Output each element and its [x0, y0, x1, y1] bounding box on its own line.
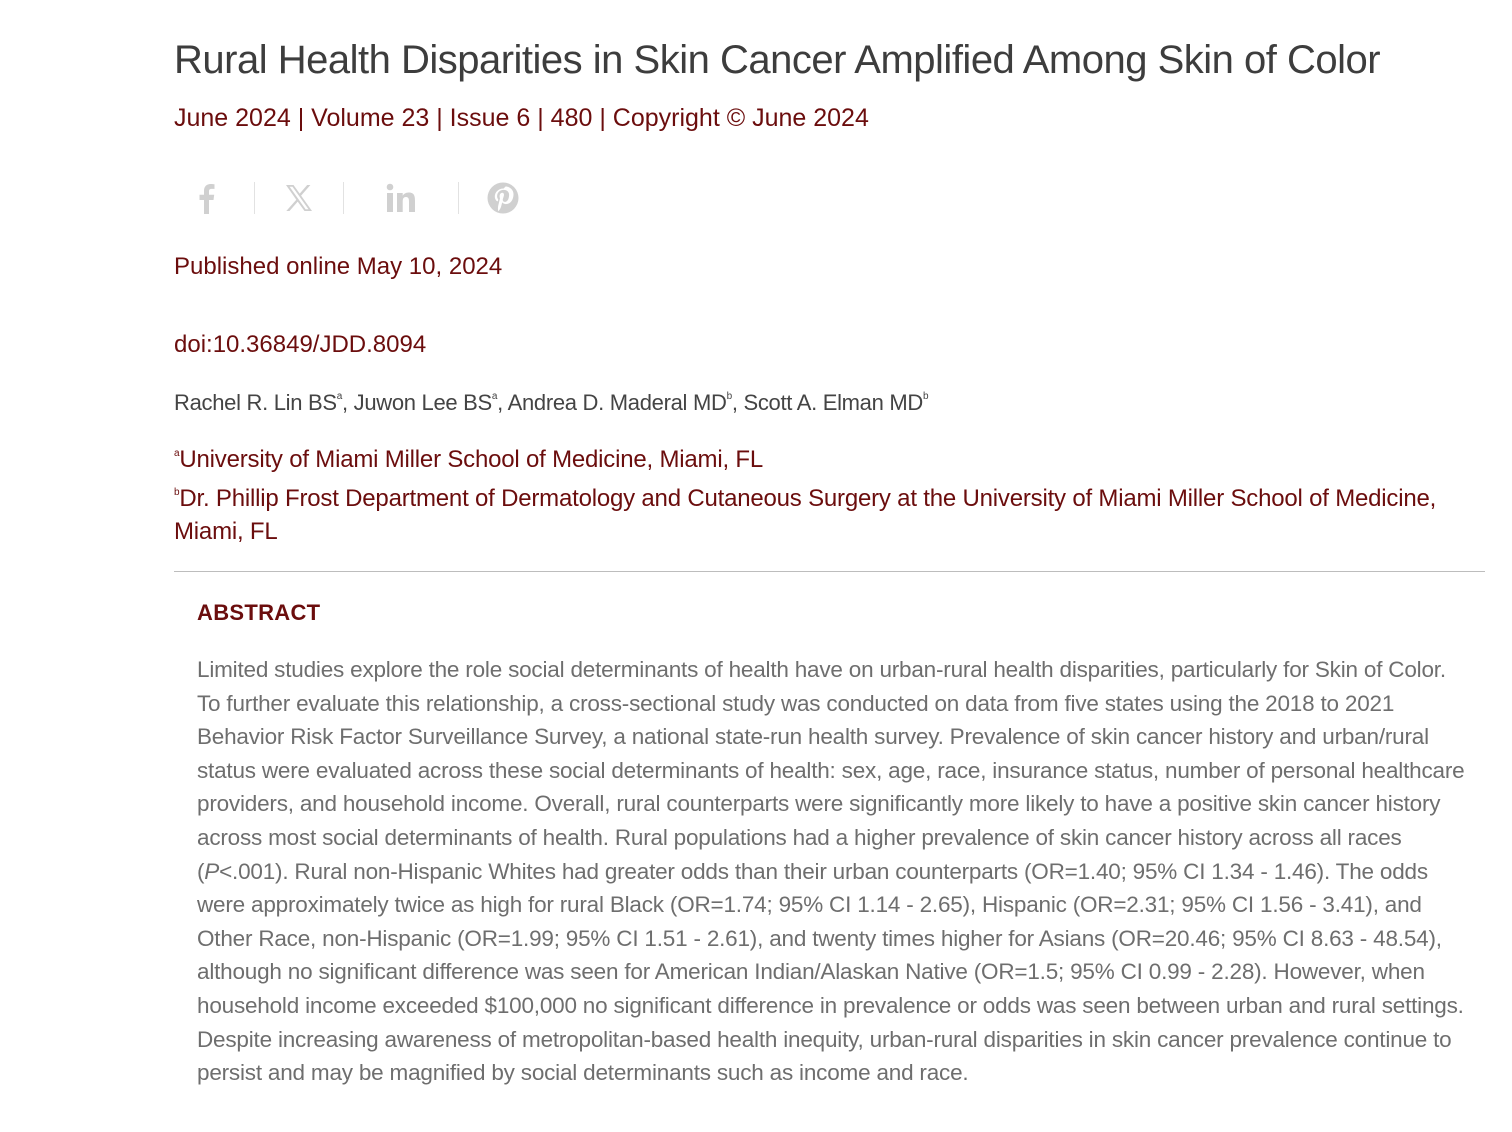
affiliation-mark: a: [174, 448, 180, 459]
pinterest-share-button[interactable]: [459, 181, 547, 215]
abstract-text-part: Limited studies explore the role social determinants of health have on urban-rural health disparities, particularly for Skin of Color. To further evaluate this relationship, a cross-sectional study was conducted on data from five states using the 2018 to 2021 Behavior Risk Factor Surveillance Survey, a national state-run health survey. Prevalence of skin cancer history and urban/rural status were evaluated across these social determinants of health: sex, age, race, insurance status, number of personal healthcare providers, and household income. Overall, rural counterparts were significantly more likely to have a positive skin cancer history across most social determinants of health. Rural populations had a higher prevalence of skin cancer history across all races (: [197, 657, 1465, 884]
author-list: [174, 390, 928, 416]
author-affiliation-mark: b: [726, 391, 732, 402]
author-affiliation-mark: a: [336, 391, 342, 402]
author-name: Juwon Lee BS: [353, 390, 492, 415]
author-separator: ,: [497, 390, 508, 415]
author-affiliation-mark: a: [491, 391, 498, 402]
author-affiliation-mark: b: [922, 391, 929, 402]
issue-info: June 2024 | Volume 23 | Issue 6 | 480 | Copyright © June 2024: [174, 104, 869, 132]
facebook-icon: [196, 182, 216, 214]
x-twitter-icon: [284, 183, 314, 213]
affiliation-b: [174, 482, 1464, 548]
linkedin-share-button[interactable]: [344, 181, 458, 215]
facebook-share-button[interactable]: [174, 181, 238, 215]
share-bar: [174, 176, 547, 220]
affiliation-text: University of Miami Miller School of Medicine, Miami, FL: [179, 446, 763, 473]
author-separator: ,: [731, 390, 744, 415]
article-title: Rural Health Disparities in Skin Cancer Amplified Among Skin of Color: [174, 38, 1381, 82]
abstract-text-part: <.001). Rural non-Hispanic Whites had greater odds than their urban counterparts (OR=1.40; 95% CI 1.34 - 1.46). The odds were approximately twice as high for rural Black (OR=1.74; 95% CI 1.14 - 2.65), Hispanic (OR=2.31; 95% CI 1.56 - 3.41), and Other Race, non-Hispanic (OR=1.99; 95% CI 1.51 - 2.61), and twenty times higher for Asians (OR=20.46; 95% CI 8.63 - 48.54), although no significant difference was seen for American Indian/Alaskan Native (OR=1.5; 95% CI 0.99 - 2.28). However, when household income exceeded $100,000 no significant difference in prevalence or odds was seen between urban and rural settings. Despite increasing awareness of metropolitan-based health inequity, urban-rural disparities in skin cancer prevalence continue to persist and may be magnified by social determinants such as income and race.: [197, 858, 1464, 1086]
section-divider: [174, 571, 1485, 572]
author-name: Rachel R. Lin BS: [174, 390, 337, 415]
author-name: Andrea D. Maderal MD: [507, 390, 727, 415]
x-share-button[interactable]: [255, 181, 343, 215]
abstract-heading: ABSTRACT: [197, 600, 321, 625]
p-value-symbol: P: [204, 858, 220, 884]
author-name: Scott A. Elman MD: [743, 390, 923, 415]
abstract-text: [197, 653, 1465, 1090]
doi-link[interactable]: doi:10.36849/JDD.8094: [174, 331, 427, 358]
pinterest-icon: [487, 182, 519, 214]
affiliation-mark: b: [174, 487, 180, 498]
linkedin-icon: [386, 183, 416, 213]
affiliation-text: Dr. Phillip Frost Department of Dermatology and Cutaneous Surgery at the University of Miami Miller School of Medicine, Miami, FL: [174, 485, 1437, 545]
affiliation-a: [174, 443, 1464, 476]
published-date: Published online May 10, 2024: [174, 253, 503, 280]
author-separator: ,: [342, 390, 354, 415]
